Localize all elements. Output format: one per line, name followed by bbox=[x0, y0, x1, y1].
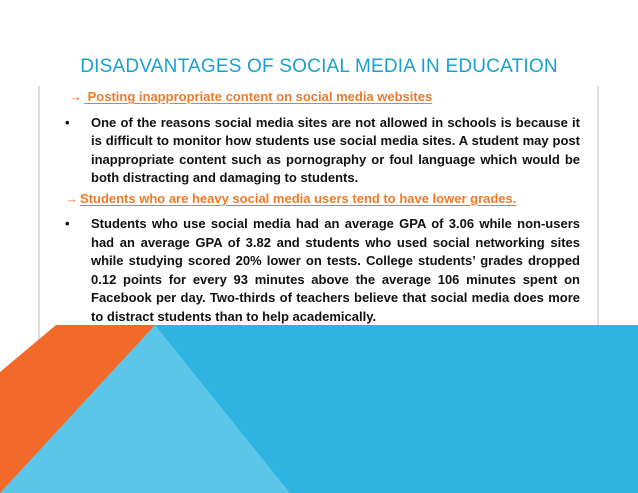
section-1-heading-text: Posting inappropriate content on social media websites bbox=[87, 89, 433, 104]
section-2-bullet bbox=[65, 215, 580, 326]
slide-title: DISADVANTAGES OF SOCIAL MEDIA IN EDUCATION bbox=[80, 56, 558, 77]
bullet-dot-icon: • bbox=[65, 216, 70, 231]
arrow-right-icon: → bbox=[69, 89, 82, 104]
bullet-dot-icon: • bbox=[65, 114, 70, 130]
section-2-heading-text: Students who are heavy social media users tend to have lower grades. bbox=[80, 190, 517, 206]
section-2-heading bbox=[65, 190, 580, 209]
arrow-right-icon: → bbox=[65, 190, 78, 206]
section-1-bullet-text: One of the reasons social media sites are not allowed in schools is because it is difficult to monitor how students use social media sites. A student may post inappropriate content such as pornography or foul language which would be both distracting and damaging to students. bbox=[91, 114, 580, 185]
section-2-bullet-text: Students who use social media had an average GPA of 3.06 while non-users had an average GPA of 3.82 and students who used social networking sites while studying scored 20% lower on tests. College students’ grades dropped 0.12 points for every 93 minutes above the average 106 minutes spent on Facebook per day. Two-thirds of teachers believe that social media does more to distract students than to help academically. bbox=[91, 216, 580, 324]
slide-content bbox=[65, 88, 580, 326]
section-1-heading bbox=[69, 88, 580, 107]
section-1-bullet bbox=[65, 114, 580, 188]
